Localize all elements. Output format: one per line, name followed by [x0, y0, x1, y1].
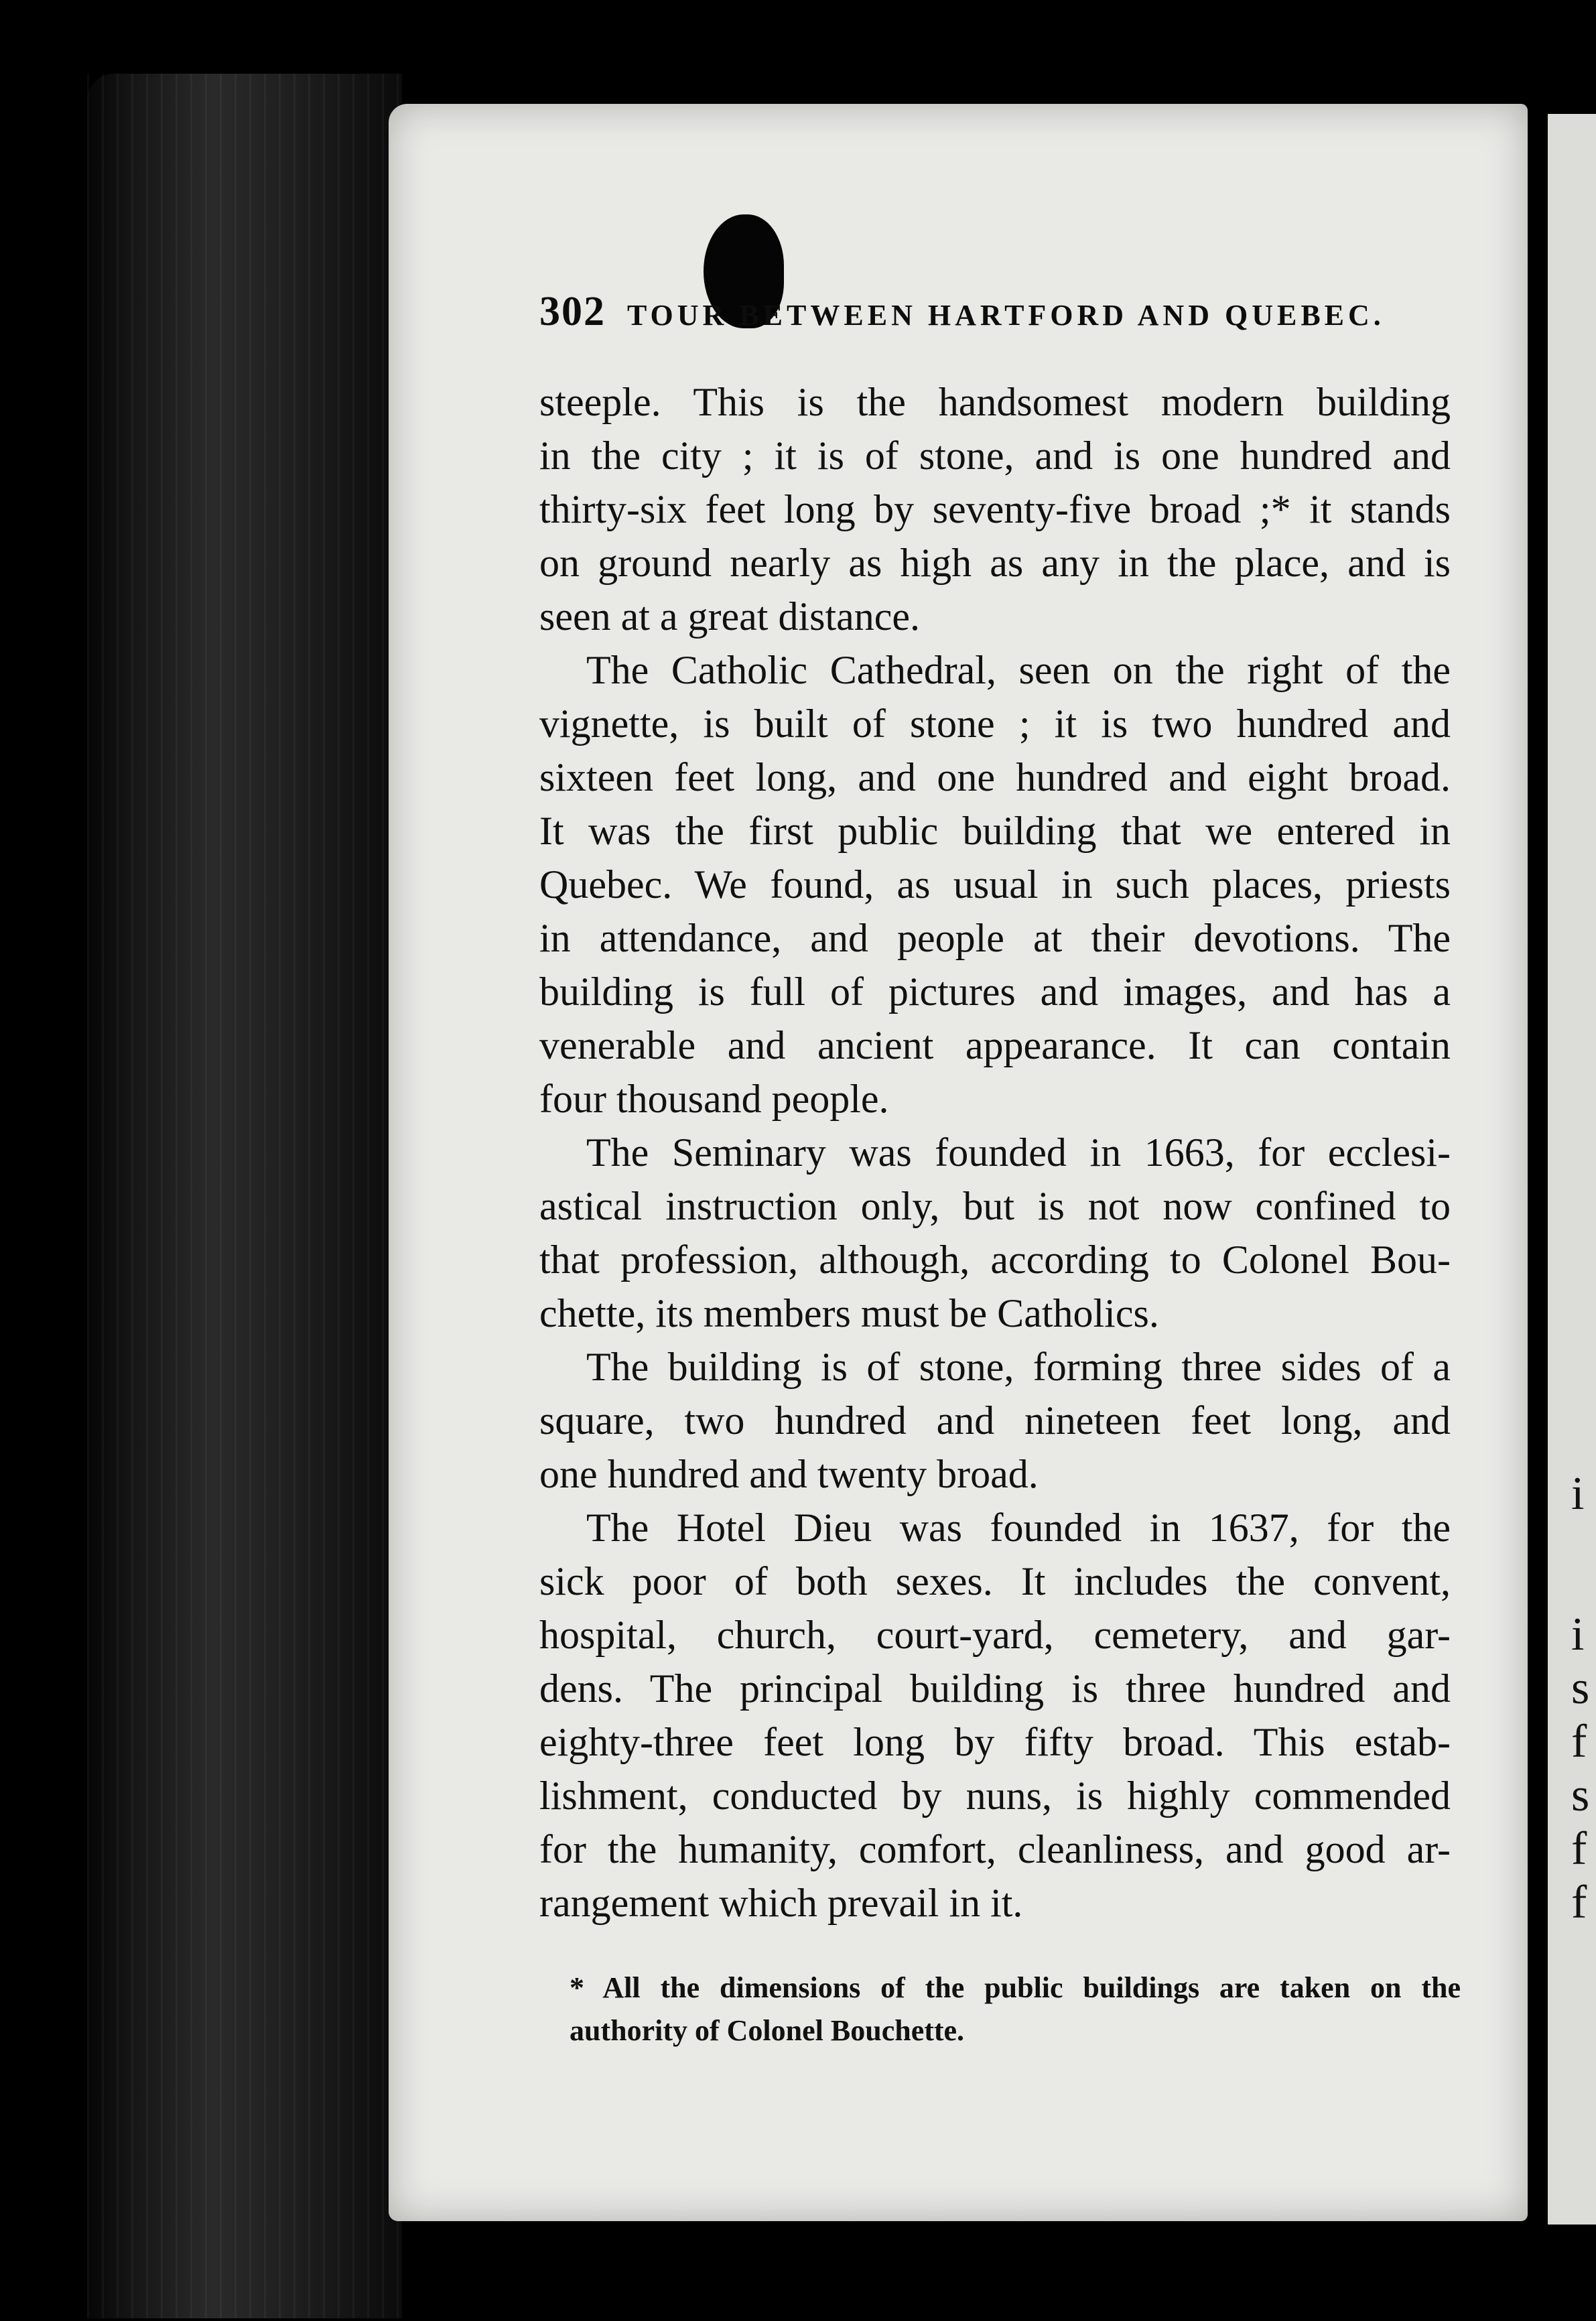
running-head: TOUR BETWEEN HARTFORD AND QUEBEC.	[627, 299, 1385, 332]
text-line: dens. The principal building is three hundred and	[539, 1666, 1451, 1711]
text-line: rangement which prevail in it.	[539, 1881, 1023, 1925]
text-line: lishment, conducted by nuns, is highly commended	[539, 1774, 1451, 1818]
text-line: four thousand people.	[539, 1077, 889, 1121]
adjacent-page-letter: f	[1571, 1823, 1587, 1875]
text-line: that profession, although, according to Colonel Bou-	[539, 1238, 1451, 1282]
adjacent-page-edge	[1541, 114, 1596, 2225]
text-line: chette, its members must be Catholics.	[539, 1291, 1159, 1335]
adjacent-page-letter: i	[1571, 1468, 1585, 1520]
book-spine	[87, 74, 402, 2318]
text-line: astical instruction only, but is not now confined to	[539, 1184, 1451, 1228]
text-line: building is full of pictures and images, and has a	[539, 970, 1451, 1014]
adjacent-page-letter: s	[1571, 1662, 1590, 1714]
page-number: 302	[539, 289, 606, 334]
text-line: vignette, is built of stone ; it is two hundred and	[539, 702, 1451, 746]
adjacent-page-letter: f	[1571, 1716, 1587, 1768]
text-line: eighty-three feet long by fifty broad. This estab-	[539, 1720, 1451, 1764]
text-line: one hundred and twenty broad.	[539, 1452, 1039, 1496]
spine-texture	[87, 74, 402, 2318]
text-line: venerable and ancient appearance. It can contain	[539, 1023, 1451, 1067]
text-line: for the humanity, comfort, cleanliness, and good ar-	[539, 1827, 1451, 1871]
adjacent-page-letter: s	[1571, 1770, 1590, 1821]
adjacent-page-letter: f	[1571, 1877, 1587, 1928]
footnote-line: authority of Colonel Bouchette.	[570, 2014, 965, 2047]
text-line: It was the first public building that we entered in	[539, 809, 1451, 853]
text-line: seen at a great distance.	[539, 594, 921, 639]
text-line: steeple. This is the handsomest modern building	[539, 380, 1451, 424]
text-line: in the city ; it is of stone, and is one hundred and	[539, 434, 1451, 478]
text-line: thirty-six feet long by seventy-five broad ;* it stands	[539, 487, 1451, 531]
text-line: sick poor of both sexes. It includes the convent,	[539, 1559, 1451, 1603]
text-line: in attendance, and people at their devotions. The	[539, 916, 1451, 960]
footnote-line: * All the dimensions of the public buildings are taken on the	[570, 1971, 1461, 2004]
text-line: The Hotel Dieu was founded in 1637, for the	[586, 1506, 1451, 1550]
footnote	[570, 1967, 1461, 2052]
text-line: The Catholic Cathedral, seen on the right of the	[586, 648, 1451, 692]
text-line: Quebec. We found, as usual in such places, priests	[539, 862, 1451, 907]
text-line: sixteen feet long, and one hundred and eight broad.	[539, 755, 1451, 799]
page-header	[539, 288, 1451, 336]
text-line: hospital, church, court-yard, cemetery, and gar-	[539, 1613, 1451, 1657]
text-line: on ground nearly as high as any in the place, and is	[539, 541, 1451, 585]
adjacent-page-letter: i	[1571, 1609, 1585, 1660]
text-line: The building is of stone, forming three sides of a	[586, 1345, 1451, 1389]
body-text	[539, 375, 1451, 1930]
text-line: square, two hundred and nineteen feet long, and	[539, 1398, 1451, 1443]
text-line: The Seminary was founded in 1663, for ecclesi-	[586, 1130, 1451, 1175]
